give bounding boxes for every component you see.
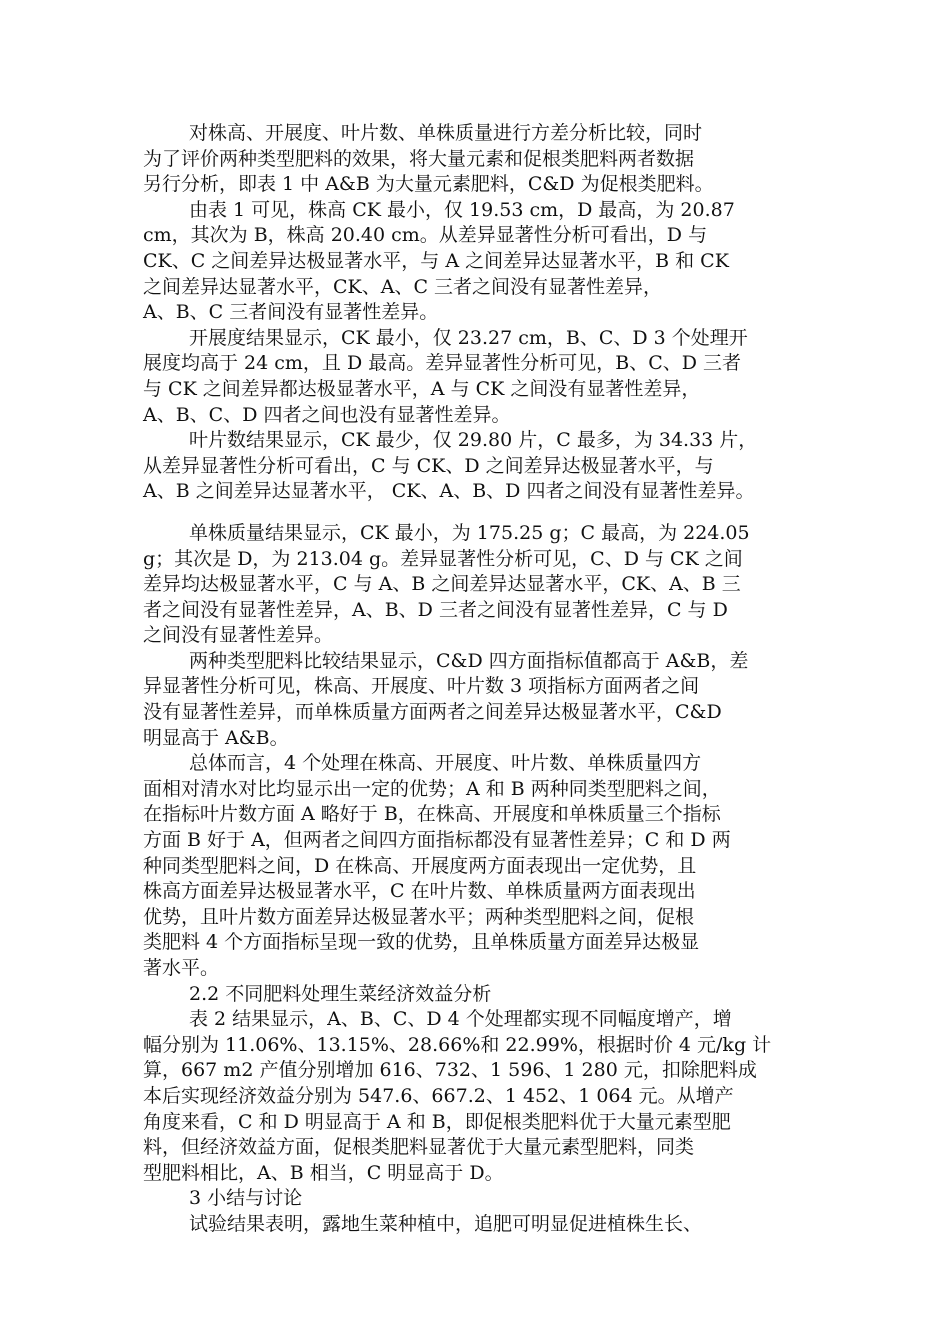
- text-line: 料，但经济效益方面，促根类肥料显著优于大量元素型肥料，同类: [143, 1136, 695, 1159]
- text-line: 开展度结果显示，CK 最小，仅 23.27 cm，B、C、D 3 个处理开: [189, 326, 748, 349]
- body-text: [143, 121, 815, 1238]
- text-line: 优势，且叶片数方面差异达极显著水平；两种类型肥料之间，促根: [143, 905, 695, 928]
- paragraph-gap: [143, 505, 815, 521]
- text-line: cm，其次为 B，株高 20.40 cm。从差异显著性分析可看出，D 与: [143, 224, 708, 247]
- text-line: 之间差异达显著水平，CK、A、C 三者之间没有显著性差异，: [143, 275, 663, 298]
- text-line: 种同类型肥料之间，D 在株高、开展度两方面表现出一定优势，且: [143, 854, 697, 877]
- text-line: 总体而言，4 个处理在株高、开展度、叶片数、单株质量四方: [189, 752, 702, 775]
- text-line: 表 2 结果显示，A、B、C、D 4 个处理都实现不同幅度增产，增: [189, 1008, 732, 1031]
- text-line: 试验结果表明，露地生菜种植中，追肥可明显促进植株生长、: [189, 1212, 703, 1235]
- text-line: 者之间没有显著性差异，A、B、D 三者之间没有显著性差异，C 与 D: [143, 598, 728, 621]
- text-line: CK、C 之间差异达极显著水平，与 A 之间差异达显著水平，B 和 CK: [143, 249, 729, 272]
- text-line: 算，667 m2 产值分别增加 616、732、1 596、1 280 元，扣除肥料成: [143, 1059, 757, 1082]
- text-line: 与 CK 之间差异都达极显著水平，A 与 CK 之间没有显著性差异，: [143, 377, 701, 400]
- text-line: 叶片数结果显示，CK 最少，仅 29.80 片，C 最多，为 34.33 片，: [189, 429, 758, 452]
- text-line: 方面 B 好于 A，但两者之间四方面指标都没有显著性差异；C 和 D 两: [143, 829, 731, 852]
- text-line: 由表 1 可见，株高 CK 最小，仅 19.53 cm，D 最高，为 20.87: [189, 198, 735, 221]
- text-line: 类肥料 4 个方面指标呈现一致的优势，且单株质量方面差异达极显: [143, 931, 700, 954]
- text-line: 在指标叶片数方面 A 略好于 B，在株高、开展度和单株质量三个指标: [143, 803, 721, 826]
- text-line: 为了评价两种类型肥料的效果，将大量元素和促根类肥料两者数据: [143, 147, 695, 170]
- text-line: 面相对清水对比均显示出一定的优势；A 和 B 两种同类型肥料之间，: [143, 777, 721, 800]
- text-line: 3 小结与讨论: [189, 1187, 303, 1210]
- text-line: 两种类型肥料比较结果显示，C&D 四方面指标值都高于 A&B，差: [189, 649, 749, 672]
- text-line: 著水平。: [143, 957, 220, 979]
- text-line: 从差异显著性分析可看出，C 与 CK、D 之间差异达极显著水平，与: [143, 454, 714, 477]
- text-line: 明显高于 A&B。: [143, 726, 289, 749]
- text-line: 型肥料相比，A、B 相当，C 明显高于 D。: [143, 1161, 504, 1184]
- text-line: g；其次是 D，为 213.04 g。差异显著性分析可见，C、D 与 CK 之间: [143, 547, 743, 570]
- text-line: 单株质量结果显示，CK 最小，为 175.25 g；C 最高，为 224.05: [189, 521, 750, 544]
- text-line: 另行分析，即表 1 中 A&B 为大量元素肥料，C&D 为促根类肥料。: [143, 173, 714, 196]
- text-line: 幅分别为 11.06%、13.15%、28.66%和 22.99%，根据时价 4 元/kg 计: [143, 1033, 772, 1056]
- text-line: A、B、C、D 四者之间也没有显著性差异。: [143, 403, 511, 426]
- text-line: 没有显著性差异，而单株质量方面两者之间差异达极显著水平，C&D: [143, 701, 722, 724]
- text-line: 角度来看，C 和 D 明显高于 A 和 B，即促根类肥料优于大量元素型肥: [143, 1110, 731, 1133]
- text-line: 株高方面差异达极显著水平，C 在叶片数、单株质量两方面表现出: [143, 880, 696, 903]
- text-line: 本后实现经济效益分别为 547.6、667.2、1 452、1 064 元。从增产: [143, 1084, 734, 1107]
- text-line: 2.2 不同肥料处理生菜经济效益分析: [189, 982, 492, 1005]
- text-line: 之间没有显著性差异。: [143, 624, 334, 647]
- text-line: 对株高、开展度、叶片数、单株质量进行方差分析比较，同时: [189, 122, 703, 144]
- text-line: 展度均高于 24 cm，且 D 最高。差异显著性分析可见，B、C、D 三者: [143, 352, 742, 375]
- text-line: A、B、C 三者间没有显著性差异。: [143, 301, 439, 324]
- text-line: A、B 之间差异达显著水平， CK、A、B、D 四者之间没有显著性差异。: [143, 480, 755, 503]
- text-line: 差异均达极显著水平，C 与 A、B 之间差异达显著水平，CK、A、B 三: [143, 573, 741, 596]
- text-line: 异显著性分析可见，株高、开展度、叶片数 3 项指标方面两者之间: [143, 675, 700, 698]
